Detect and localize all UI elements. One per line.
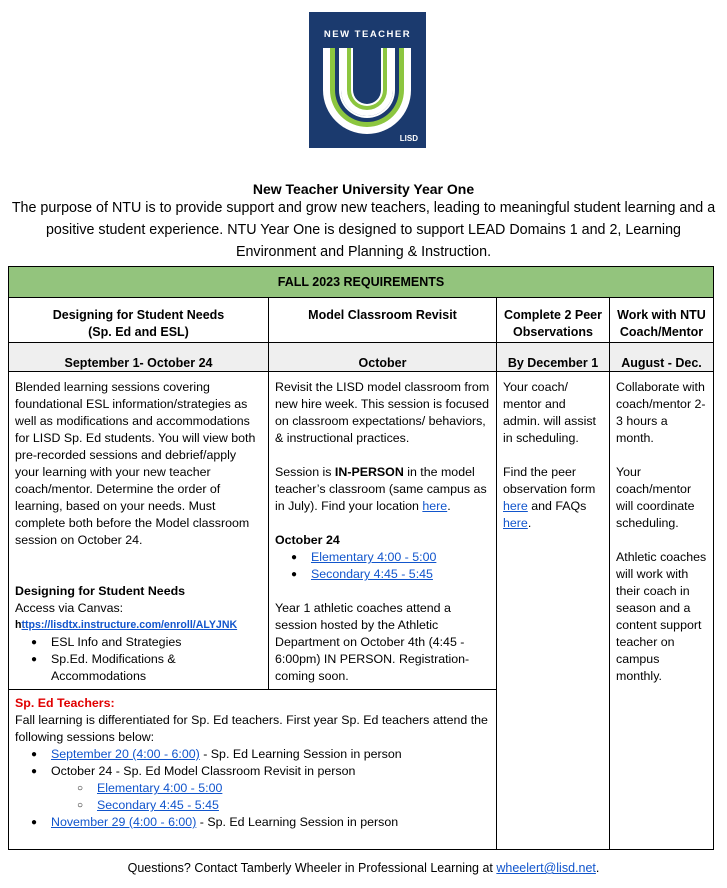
contact-footer: Questions? Contact Tamberly Wheeler in Professional Learning at wheelert@lisd.net. xyxy=(127,861,600,875)
date-designing: September 1- October 24 xyxy=(9,343,268,371)
u-letter-icon xyxy=(309,12,426,148)
col-header-peer-observations: Complete 2 Peer Observations xyxy=(504,308,602,339)
coach-paragraph-1: Collaborate with coach/mentor 2-3 hours a month. xyxy=(616,380,706,445)
contact-email-link[interactable]: wheelert@lisd.net xyxy=(496,861,596,875)
model-classroom-cell xyxy=(269,372,496,692)
sped-secondary-link[interactable]: Secondary 4:45 - 5:45 xyxy=(97,798,219,812)
designing-cell: Blended learning sessions covering foundational ESL information/strategies as well as modifications and accommodations for LISD Sp. Ed students. You will view both pre-recorded sessions and debrief/apply your learning with your new teacher coach/mentor. Determine the order of learning, based on your needs. Must complete both before the Model classroom session on October 24. Designing for Student Needs Access via Canvas: https://lisdtx.instructure.com/enroll/ALYJNK ● ESL Info and Strategies ● Sp.Ed. Modifications & Accommodations xyxy=(9,372,268,692)
sped-description: Fall learning is differentiated for Sp. Ed teachers. First year Sp. Ed teachers attend the following sessions below: xyxy=(15,713,488,744)
athletic-coaches-note: Year 1 athletic coaches attend a session hosted by the Athletic Department on October 4th (4:45 - 6:00pm) IN PERSON. Registration- coming soon. xyxy=(275,601,470,683)
sped-teachers-cell xyxy=(9,690,496,838)
coach-paragraph-2: Your coach/mentor will coordinate scheduling. xyxy=(616,465,695,530)
sped-elementary-link[interactable]: Elementary 4:00 - 5:00 xyxy=(97,781,223,795)
peer-form-link[interactable]: here xyxy=(503,499,528,513)
session-date-heading: October 24 xyxy=(275,533,340,547)
secondary-session-link[interactable]: Secondary 4:45 - 5:45 xyxy=(311,567,433,581)
requirements-table xyxy=(8,266,714,850)
col-header-designing: Designing for Student Needs (Sp. Ed and ESL) xyxy=(52,308,225,339)
date-model-classroom: October xyxy=(269,343,496,371)
location-link[interactable]: here xyxy=(422,499,448,513)
faq-link[interactable]: here xyxy=(503,516,528,530)
model-classroom-description: Revisit the LISD model classroom from new hire week. This session is focused on classroom expectations/ behaviors, & instructional practices. xyxy=(275,380,490,445)
new-teacher-university-logo xyxy=(309,12,426,148)
session-details: Session is IN-PERSON in the model teacher’s classroom (same campus as in July). Find your location here. xyxy=(275,465,487,513)
page-title: New Teacher University Year One xyxy=(252,181,475,197)
nov-29-session-link[interactable]: November 29 (4:00 - 6:00) xyxy=(51,815,197,829)
list-item: ● ESL Info and Strategies xyxy=(51,634,262,651)
date-coach-mentor: August - Dec. xyxy=(610,343,713,371)
canvas-access-label: Access via Canvas: xyxy=(15,601,124,615)
list-item: ● Sp.Ed. Modifications & Accommodations xyxy=(51,651,262,685)
designing-description: Blended learning sessions covering foundational ESL information/strategies as well as modifications and accommodations for LISD Sp. Ed students. You will view both pre-recorded sessions and debrief/apply your learning with your new teacher coach/mentor. Determine the order of learning, based on your needs. Must complete both before the Model classroom session on October 24. xyxy=(15,380,256,547)
coach-mentor-cell xyxy=(610,372,713,692)
col-header-model-classroom: Model Classroom Revisit xyxy=(308,308,457,322)
sept-20-session-link[interactable]: September 20 (4:00 - 6:00) xyxy=(51,747,200,761)
table-banner: FALL 2023 REQUIREMENTS xyxy=(9,267,713,298)
date-peer-observations: By December 1 xyxy=(497,343,609,371)
lisd-logo-text: LISD xyxy=(399,134,418,143)
sped-heading: Sp. Ed Teachers: xyxy=(15,696,115,710)
peer-observations-description: Your coach/ mentor and admin. will assist in scheduling. xyxy=(503,380,596,445)
logo-top-text: NEW TEACHER xyxy=(323,29,412,40)
coach-paragraph-3: Athletic coaches will work with their coach in season and a content support teacher on campus monthly. xyxy=(616,550,707,683)
list-item: ● October 24 - Sp. Ed Model Classroom Revisit in person ○ Elementary 4:00 - 5:00 ○ Secondary 4:45 - 5:45 xyxy=(51,763,490,814)
col-header-coach-mentor: Work with NTU Coach/Mentor xyxy=(617,308,706,339)
list-item: ● November 29 (4:00 - 6:00) - Sp. Ed Learning Session in person xyxy=(51,814,490,831)
intro-paragraph: The purpose of NTU is to provide support and grow new teachers, leading to meaningful student learning and a positive student experience. NTU Year One is designed to support LEAD Domains 1 and 2, Learning Environment and Planning & Instruction. xyxy=(11,200,716,260)
peer-form-text: Find the peer observation form here and FAQs here. xyxy=(503,465,596,530)
peer-observations-cell xyxy=(497,372,609,539)
canvas-enroll-link[interactable]: ttps://lisdtx.instructure.com/enroll/ALYJNK xyxy=(21,619,238,631)
designing-subhead: Designing for Student Needs xyxy=(15,584,186,598)
list-item: ● September 20 (4:00 - 6:00) - Sp. Ed Learning Session in person xyxy=(51,746,490,763)
elementary-session-link[interactable]: Elementary 4:00 - 5:00 xyxy=(311,550,437,564)
